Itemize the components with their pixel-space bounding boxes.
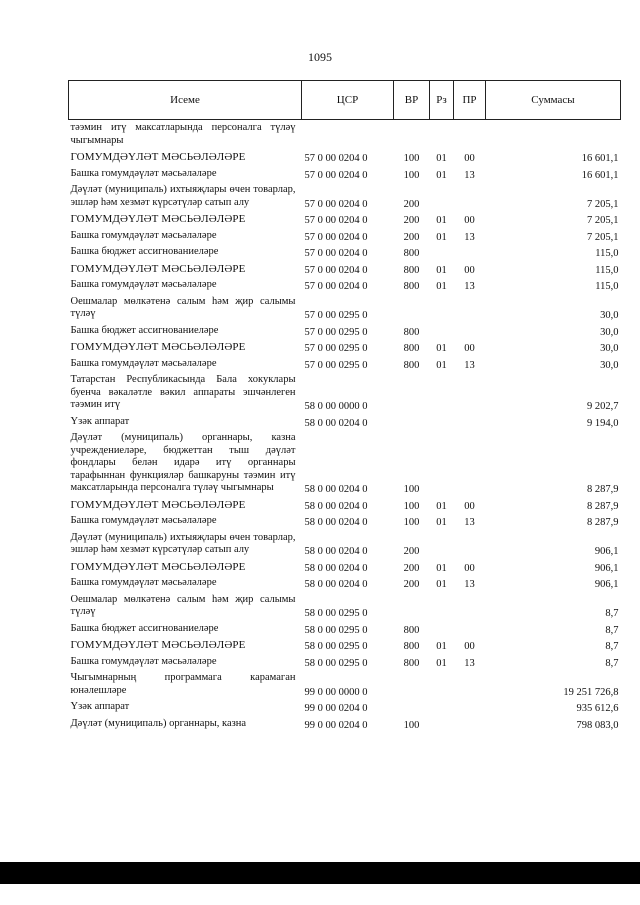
cell-vr: 800 — [403, 624, 420, 636]
cell-vr: 800 — [403, 248, 420, 259]
cell-vr: 800 — [403, 641, 420, 652]
table-row — [69, 166, 621, 183]
cell-name: Оешмалар мөлкәтенә салым һәм җир салымы түләү — [70, 593, 296, 617]
cell-pr: 13 — [464, 231, 475, 243]
cell-name: ГОМУМДӘҮЛӘТ МӘСЬӘЛӘЛӘРЕ — [70, 151, 246, 163]
cell-pr — [454, 621, 486, 638]
cell-rz — [430, 323, 454, 340]
cell-vr: 800 — [403, 343, 420, 354]
cell-sum: 115,0 — [595, 248, 619, 259]
cell-csr: 57 0 00 0295 0 — [304, 326, 368, 338]
cell-sum: 19 251 726,8 — [563, 686, 619, 698]
cell-pr: 13 — [464, 169, 475, 181]
header-vr: ВР — [394, 81, 430, 120]
budget-table-container — [68, 80, 620, 732]
cell-sum: 30,0 — [600, 343, 619, 354]
cell-rz — [430, 716, 454, 733]
cell-sum: 7 205,1 — [587, 215, 619, 226]
header-rz: Рз — [430, 81, 454, 120]
cell-rz: 01 — [436, 517, 447, 528]
cell-sum: 935 612,6 — [576, 703, 619, 714]
cell-pr — [454, 182, 486, 211]
cell-csr: 57 0 00 0204 0 — [304, 231, 368, 243]
cell-name: Дәүләт (муниципаль) ихтыяҗлары өчен товарлар, эшләр һәм хезмәт күрсәтүләр сатып алу — [70, 184, 296, 208]
cell-pr: 00 — [464, 264, 475, 276]
cell-vr: 800 — [403, 281, 420, 292]
cell-csr: 99 0 00 0204 0 — [304, 703, 368, 714]
table-row — [69, 654, 621, 671]
cell-pr: 00 — [464, 500, 475, 512]
cell-name: ГОМУМДӘҮЛӘТ МӘСЬӘЛӘЛӘРЕ — [70, 262, 246, 275]
cell-pr — [454, 670, 486, 699]
table-row — [69, 182, 621, 211]
cell-name: Башка гомумдәүләт мәсьәләләре — [70, 515, 217, 526]
cell-name: Дәүләт (муниципаль) органнары, казна — [70, 717, 247, 729]
cell-sum: 8,7 — [605, 641, 619, 652]
cell-rz — [430, 530, 454, 559]
scan-border-bar — [0, 862, 640, 884]
cell-name: ГОМУМДӘҮЛӘТ МӘСЬӘЛӘЛӘРЕ — [70, 560, 246, 573]
cell-sum: 8,7 — [605, 608, 619, 619]
cell-name: Үзәк аппарат — [70, 701, 130, 712]
cell-name: Дәүләт (муниципаль) ихтыяҗлары өчен товарлар, эшләр һәм хезмәт күрсәтүләр сатып алу — [70, 531, 296, 555]
cell-name: ГОМУМДӘҮЛӘТ МӘСЬӘЛӘЛӘРЕ — [70, 639, 246, 651]
cell-pr — [454, 592, 486, 621]
cell-csr: 58 0 00 0295 0 — [304, 624, 368, 636]
cell-vr: 100 — [403, 500, 420, 512]
cell-vr: 100 — [403, 484, 420, 495]
cell-pr — [454, 699, 486, 716]
cell-sum: 9 194,0 — [587, 417, 619, 429]
cell-vr: 200 — [403, 579, 420, 590]
cell-csr: 57 0 00 0204 0 — [304, 248, 368, 259]
cell-pr: 13 — [464, 517, 475, 528]
cell-pr — [454, 372, 486, 414]
cell-pr: 00 — [464, 153, 475, 164]
table-row — [69, 277, 621, 294]
cell-sum: 8,7 — [605, 624, 619, 636]
cell-vr — [394, 699, 430, 716]
cell-csr: 58 0 00 0295 0 — [304, 657, 368, 669]
cell-name: Башка гомумдәүләт мәсьәләләре — [70, 229, 217, 241]
table-row — [69, 414, 621, 431]
cell-csr: 57 0 00 0204 0 — [304, 169, 368, 181]
cell-vr: 100 — [403, 719, 420, 731]
budget-table — [68, 80, 621, 732]
cell-pr — [454, 414, 486, 431]
header-sum: Суммасы — [486, 81, 621, 120]
cell-vr: 800 — [403, 326, 420, 338]
cell-name: Башка гомумдәүләт мәсьәләләре — [70, 655, 217, 667]
table-row — [69, 211, 621, 228]
cell-sum: 906,1 — [594, 579, 619, 590]
cell-name: ГОМУМДӘҮЛӘТ МӘСЬӘЛӘЛӘРЕ — [70, 341, 246, 353]
cell-sum: 7 205,1 — [587, 231, 619, 243]
cell-name: Татарстан Республикасында Бала хокуклары буенча вәкаләтле вәкил аппараты эшчәнлеген тәэмин итү — [70, 374, 296, 410]
cell-name: ГОМУМДӘҮЛӘТ МӘСЬӘЛӘЛӘРЕ — [70, 498, 246, 511]
cell-csr: 99 0 00 0000 0 — [304, 686, 368, 698]
cell-vr — [394, 414, 430, 431]
cell-sum — [486, 120, 621, 150]
cell-rz — [430, 182, 454, 211]
cell-rz: 01 — [436, 231, 447, 243]
cell-vr: 200 — [403, 546, 420, 557]
cell-csr: 58 0 00 0204 0 — [304, 417, 368, 429]
cell-sum: 30,0 — [600, 359, 619, 371]
cell-rz: 01 — [436, 264, 447, 276]
table-header-row — [69, 81, 621, 120]
cell-rz — [430, 621, 454, 638]
cell-vr: 200 — [403, 231, 420, 243]
cell-rz — [430, 592, 454, 621]
cell-name: Башка гомумдәүләт мәсьәләләре — [70, 577, 217, 588]
table-row — [69, 149, 621, 166]
cell-vr: 800 — [403, 359, 420, 371]
cell-pr — [454, 244, 486, 261]
cell-csr: 99 0 00 0204 0 — [304, 719, 368, 731]
cell-rz — [430, 244, 454, 261]
cell-sum: 8 287,9 — [587, 500, 619, 512]
cell-rz: 01 — [436, 641, 447, 652]
cell-rz: 01 — [436, 153, 447, 164]
cell-pr — [454, 716, 486, 733]
cell-sum: 906,1 — [594, 562, 619, 574]
cell-rz — [430, 430, 454, 497]
cell-rz: 01 — [436, 359, 447, 371]
table-row — [69, 323, 621, 340]
cell-vr: 100 — [403, 517, 420, 528]
cell-name: Башка гомумдәүләт мәсьәләләре — [70, 167, 217, 179]
cell-csr: 57 0 00 0204 0 — [304, 198, 368, 210]
cell-pr: 00 — [464, 343, 475, 354]
cell-name: Башка бюджет ассигнованиеләре — [70, 324, 219, 336]
cell-sum: 16 601,1 — [581, 153, 619, 164]
cell-rz — [430, 414, 454, 431]
cell-sum: 8 287,9 — [587, 517, 619, 528]
table-row — [69, 372, 621, 414]
cell-vr: 200 — [403, 562, 420, 574]
cell-name: Башка гомумдәүләт мәсьәләләре — [70, 279, 217, 290]
cell-csr: 57 0 00 0295 0 — [304, 359, 368, 371]
cell-sum: 906,1 — [594, 546, 619, 557]
cell-rz: 01 — [436, 657, 447, 669]
table-row — [69, 637, 621, 654]
cell-rz — [430, 699, 454, 716]
cell-sum: 16 601,1 — [581, 169, 619, 181]
cell-csr: 57 0 00 0204 0 — [304, 281, 368, 292]
cell-csr: 58 0 00 0204 0 — [304, 484, 368, 495]
cell-vr: 200 — [403, 215, 420, 226]
cell-sum: 798 083,0 — [576, 719, 619, 731]
cell-rz: 01 — [436, 169, 447, 181]
page-number: 1095 — [308, 50, 332, 64]
cell-name: Башка бюджет ассигнованиеләре — [70, 246, 219, 257]
cell-pr: 00 — [464, 215, 475, 226]
header-pr: ПР — [454, 81, 486, 120]
cell-csr: 58 0 00 0204 0 — [304, 517, 368, 528]
table-row — [69, 699, 621, 716]
cell-csr: 57 0 00 0295 0 — [304, 310, 368, 321]
cell-csr: 57 0 00 0295 0 — [304, 343, 368, 354]
cell-pr: 13 — [464, 579, 475, 590]
table-row — [69, 530, 621, 559]
cell-rz: 01 — [436, 281, 447, 292]
table-row — [69, 228, 621, 245]
cell-sum: 8,7 — [605, 657, 619, 669]
table-row — [69, 356, 621, 373]
cell-vr — [394, 592, 430, 621]
cell-vr — [394, 120, 430, 150]
cell-pr: 13 — [464, 359, 475, 371]
cell-pr: 00 — [464, 562, 475, 574]
cell-sum: 8 287,9 — [587, 484, 619, 495]
cell-rz — [430, 670, 454, 699]
cell-name: Башка гомумдәүләт мәсьәләләре — [70, 357, 217, 369]
table-row — [69, 621, 621, 638]
table-row — [69, 575, 621, 592]
cell-vr — [394, 670, 430, 699]
cell-csr: 57 0 00 0204 0 — [304, 264, 368, 276]
cell-vr: 800 — [403, 657, 420, 669]
table-row — [69, 430, 621, 497]
cell-name: Оешмалар мөлкәтенә салым һәм җир салымы түләү — [70, 295, 296, 319]
cell-name: Дәүләт (муниципаль) органнары, казна учреждениеләре, бюджеттан тыш дәүләт фондлары белән идарә итү органнары тарафыннан функцияләр башкаруны тәэмин итү максатларында персоналга түләү чыгымнары — [70, 432, 296, 493]
cell-sum: 9 202,7 — [587, 401, 619, 412]
cell-csr: 58 0 00 0204 0 — [304, 579, 368, 590]
cell-pr — [454, 323, 486, 340]
cell-name: Үзәк аппарат — [70, 415, 130, 427]
cell-sum: 115,0 — [595, 281, 619, 292]
header-csr: ЦСР — [302, 81, 394, 120]
cell-name: Чыгымнарның программага карамаган юнәлешләре — [70, 672, 296, 696]
cell-vr — [394, 372, 430, 414]
cell-vr: 800 — [403, 264, 420, 276]
table-row — [69, 670, 621, 699]
cell-sum: 115,0 — [595, 264, 619, 276]
table-row — [69, 120, 621, 150]
cell-csr: 58 0 00 0000 0 — [304, 401, 368, 412]
cell-csr: 58 0 00 0295 0 — [304, 608, 368, 619]
table-row — [69, 497, 621, 514]
cell-name: тәэмин итү максатларында персоналга түләү чыгымнары — [70, 122, 296, 146]
table-body — [69, 120, 621, 733]
table-row — [69, 559, 621, 576]
cell-pr: 13 — [464, 657, 475, 669]
cell-csr: 58 0 00 0204 0 — [304, 546, 368, 557]
cell-pr: 00 — [464, 641, 475, 652]
table-row — [69, 716, 621, 733]
cell-sum: 30,0 — [600, 310, 619, 321]
cell-name: Башка бюджет ассигнованиеләре — [70, 622, 219, 634]
cell-csr — [302, 120, 394, 150]
cell-pr — [454, 530, 486, 559]
table-row — [69, 244, 621, 261]
cell-csr: 58 0 00 0295 0 — [304, 641, 368, 652]
cell-pr — [454, 430, 486, 497]
cell-csr: 57 0 00 0204 0 — [304, 153, 368, 164]
cell-rz: 01 — [436, 343, 447, 354]
cell-vr: 200 — [403, 198, 420, 210]
cell-csr: 58 0 00 0204 0 — [304, 500, 368, 512]
cell-rz: 01 — [436, 562, 447, 574]
cell-csr: 57 0 00 0204 0 — [304, 215, 368, 226]
cell-vr: 100 — [403, 169, 420, 181]
table-row — [69, 294, 621, 323]
table-row — [69, 261, 621, 278]
header-name: Исеме — [69, 81, 302, 120]
table-row — [69, 592, 621, 621]
cell-rz — [430, 294, 454, 323]
cell-rz: 01 — [436, 579, 447, 590]
cell-pr: 13 — [464, 281, 475, 292]
cell-vr: 100 — [403, 153, 420, 164]
cell-rz — [430, 120, 454, 150]
cell-pr — [454, 120, 486, 150]
cell-name: ГОМУМДӘҮЛӘТ МӘСЬӘЛӘЛӘРЕ — [70, 213, 246, 225]
table-row — [69, 339, 621, 356]
cell-csr: 58 0 00 0204 0 — [304, 562, 368, 574]
cell-sum: 30,0 — [600, 326, 619, 338]
cell-rz: 01 — [436, 215, 447, 226]
cell-pr — [454, 294, 486, 323]
cell-rz: 01 — [436, 500, 447, 512]
cell-rz — [430, 372, 454, 414]
cell-sum: 7 205,1 — [587, 198, 619, 210]
cell-vr — [394, 294, 430, 323]
table-row — [69, 513, 621, 530]
